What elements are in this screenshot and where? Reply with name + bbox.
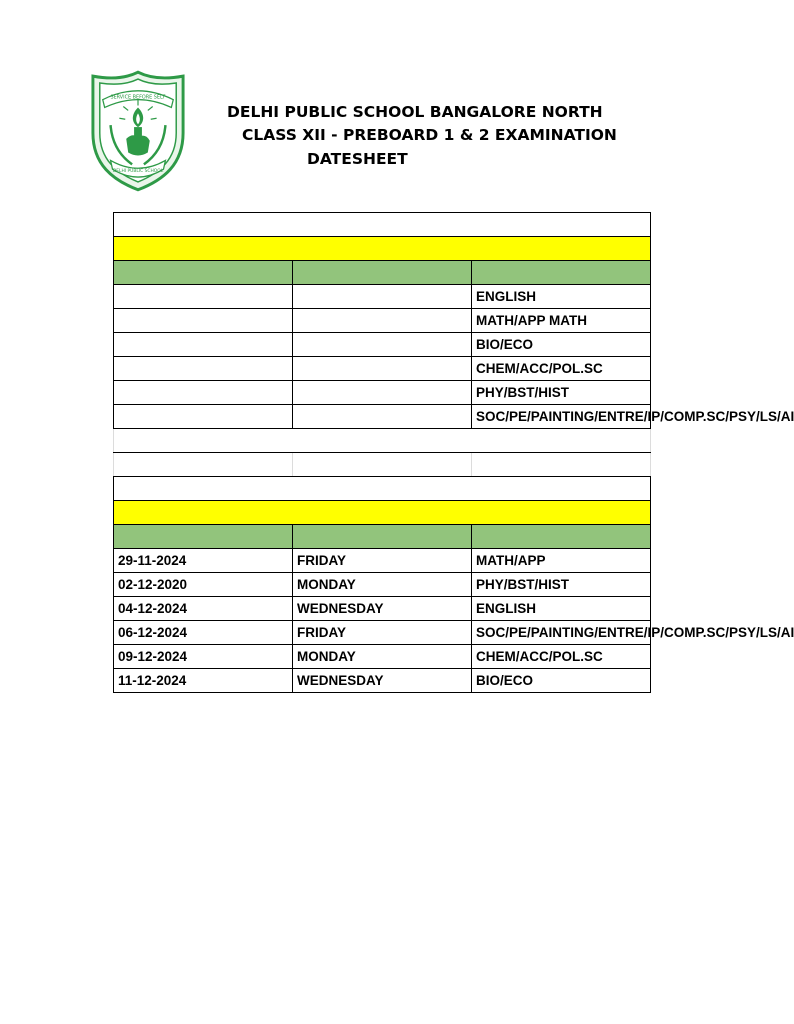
spacer-cell: [114, 453, 293, 477]
date-cell: 06-12-2024: [114, 621, 293, 645]
column-header-row: [114, 525, 651, 549]
yellow-band-cell: [114, 501, 651, 525]
subject-cell: MATH/APP MATH: [472, 309, 651, 333]
document-title: DATESHEET: [307, 150, 408, 168]
date-cell: [114, 405, 293, 429]
spacer-cell: [293, 453, 472, 477]
table-row: [114, 285, 651, 309]
section-title-cell: [114, 477, 651, 501]
spacer-cell: [472, 453, 651, 477]
header-day-cell: [293, 525, 472, 549]
spacer-row: [114, 453, 651, 477]
day-cell: MONDAY: [293, 645, 472, 669]
date-cell: [114, 381, 293, 405]
section-band-yellow: [114, 237, 651, 261]
date-cell: [114, 309, 293, 333]
date-cell: [114, 333, 293, 357]
table-row: [114, 549, 651, 573]
day-cell: WEDNESDAY: [293, 597, 472, 621]
svg-text:SERVICE BEFORE SELF: SERVICE BEFORE SELF: [110, 94, 166, 101]
table-row: [114, 309, 651, 333]
table-row: [114, 381, 651, 405]
table-row: [114, 621, 651, 645]
day-cell: [293, 309, 472, 333]
date-cell: 11-12-2024: [114, 669, 293, 693]
day-cell: MONDAY: [293, 573, 472, 597]
svg-text:DELHI PUBLIC SCHOOL: DELHI PUBLIC SCHOOL: [112, 169, 164, 175]
date-cell: 29-11-2024: [114, 549, 293, 573]
table-row: [114, 405, 651, 429]
date-cell: 04-12-2024: [114, 597, 293, 621]
section-title-row: [114, 213, 651, 237]
subject-cell: CHEM/ACC/POL.SC: [472, 357, 651, 381]
table-row: [114, 645, 651, 669]
day-cell: FRIDAY: [293, 549, 472, 573]
subject-cell: PHY/BST/HIST: [472, 573, 651, 597]
section-title-cell: [114, 213, 651, 237]
subject-cell: BIO/ECO: [472, 333, 651, 357]
header-subject-cell: [472, 525, 651, 549]
day-cell: FRIDAY: [293, 621, 472, 645]
day-cell: [293, 285, 472, 309]
column-header-row: [114, 261, 651, 285]
table-row: [114, 669, 651, 693]
day-cell: [293, 381, 472, 405]
datesheet-table: [113, 212, 794, 693]
date-cell: [114, 357, 293, 381]
table-row: [114, 333, 651, 357]
school-name: DELHI PUBLIC SCHOOL BANGALORE NORTH: [227, 103, 603, 121]
subject-cell: SOC/PE/PAINTING/ENTRE/IP/COMP.SC/PSY/LS/AI: [472, 405, 651, 429]
table-row: [114, 597, 651, 621]
header-day-cell: [293, 261, 472, 285]
subject-cell: SOC/PE/PAINTING/ENTRE/IP/COMP.SC/PSY/LS/AI: [472, 621, 651, 645]
subject-cell: MATH/APP: [472, 549, 651, 573]
subject-cell: BIO/ECO: [472, 669, 651, 693]
subject-cell: CHEM/ACC/POL.SC: [472, 645, 651, 669]
table-row: [114, 357, 651, 381]
dps-crest-logo: [89, 70, 187, 192]
date-cell: 02-12-2020: [114, 573, 293, 597]
day-cell: [293, 357, 472, 381]
section-title-row: [114, 477, 651, 501]
header-subject-cell: [472, 261, 651, 285]
subject-cell: ENGLISH: [472, 597, 651, 621]
spacer-row: [114, 429, 651, 453]
subject-cell: PHY/BST/HIST: [472, 381, 651, 405]
day-cell: [293, 333, 472, 357]
day-cell: WEDNESDAY: [293, 669, 472, 693]
date-cell: [114, 285, 293, 309]
table-row: [114, 573, 651, 597]
day-cell: [293, 405, 472, 429]
header-date-cell: [114, 261, 293, 285]
yellow-band-cell: [114, 237, 651, 261]
subject-cell: ENGLISH: [472, 285, 651, 309]
header-date-cell: [114, 525, 293, 549]
section-band-yellow: [114, 501, 651, 525]
date-cell: 09-12-2024: [114, 645, 293, 669]
exam-title: CLASS XII - PREBOARD 1 & 2 EXAMINATION: [242, 126, 617, 144]
spacer-cell: [114, 429, 651, 453]
